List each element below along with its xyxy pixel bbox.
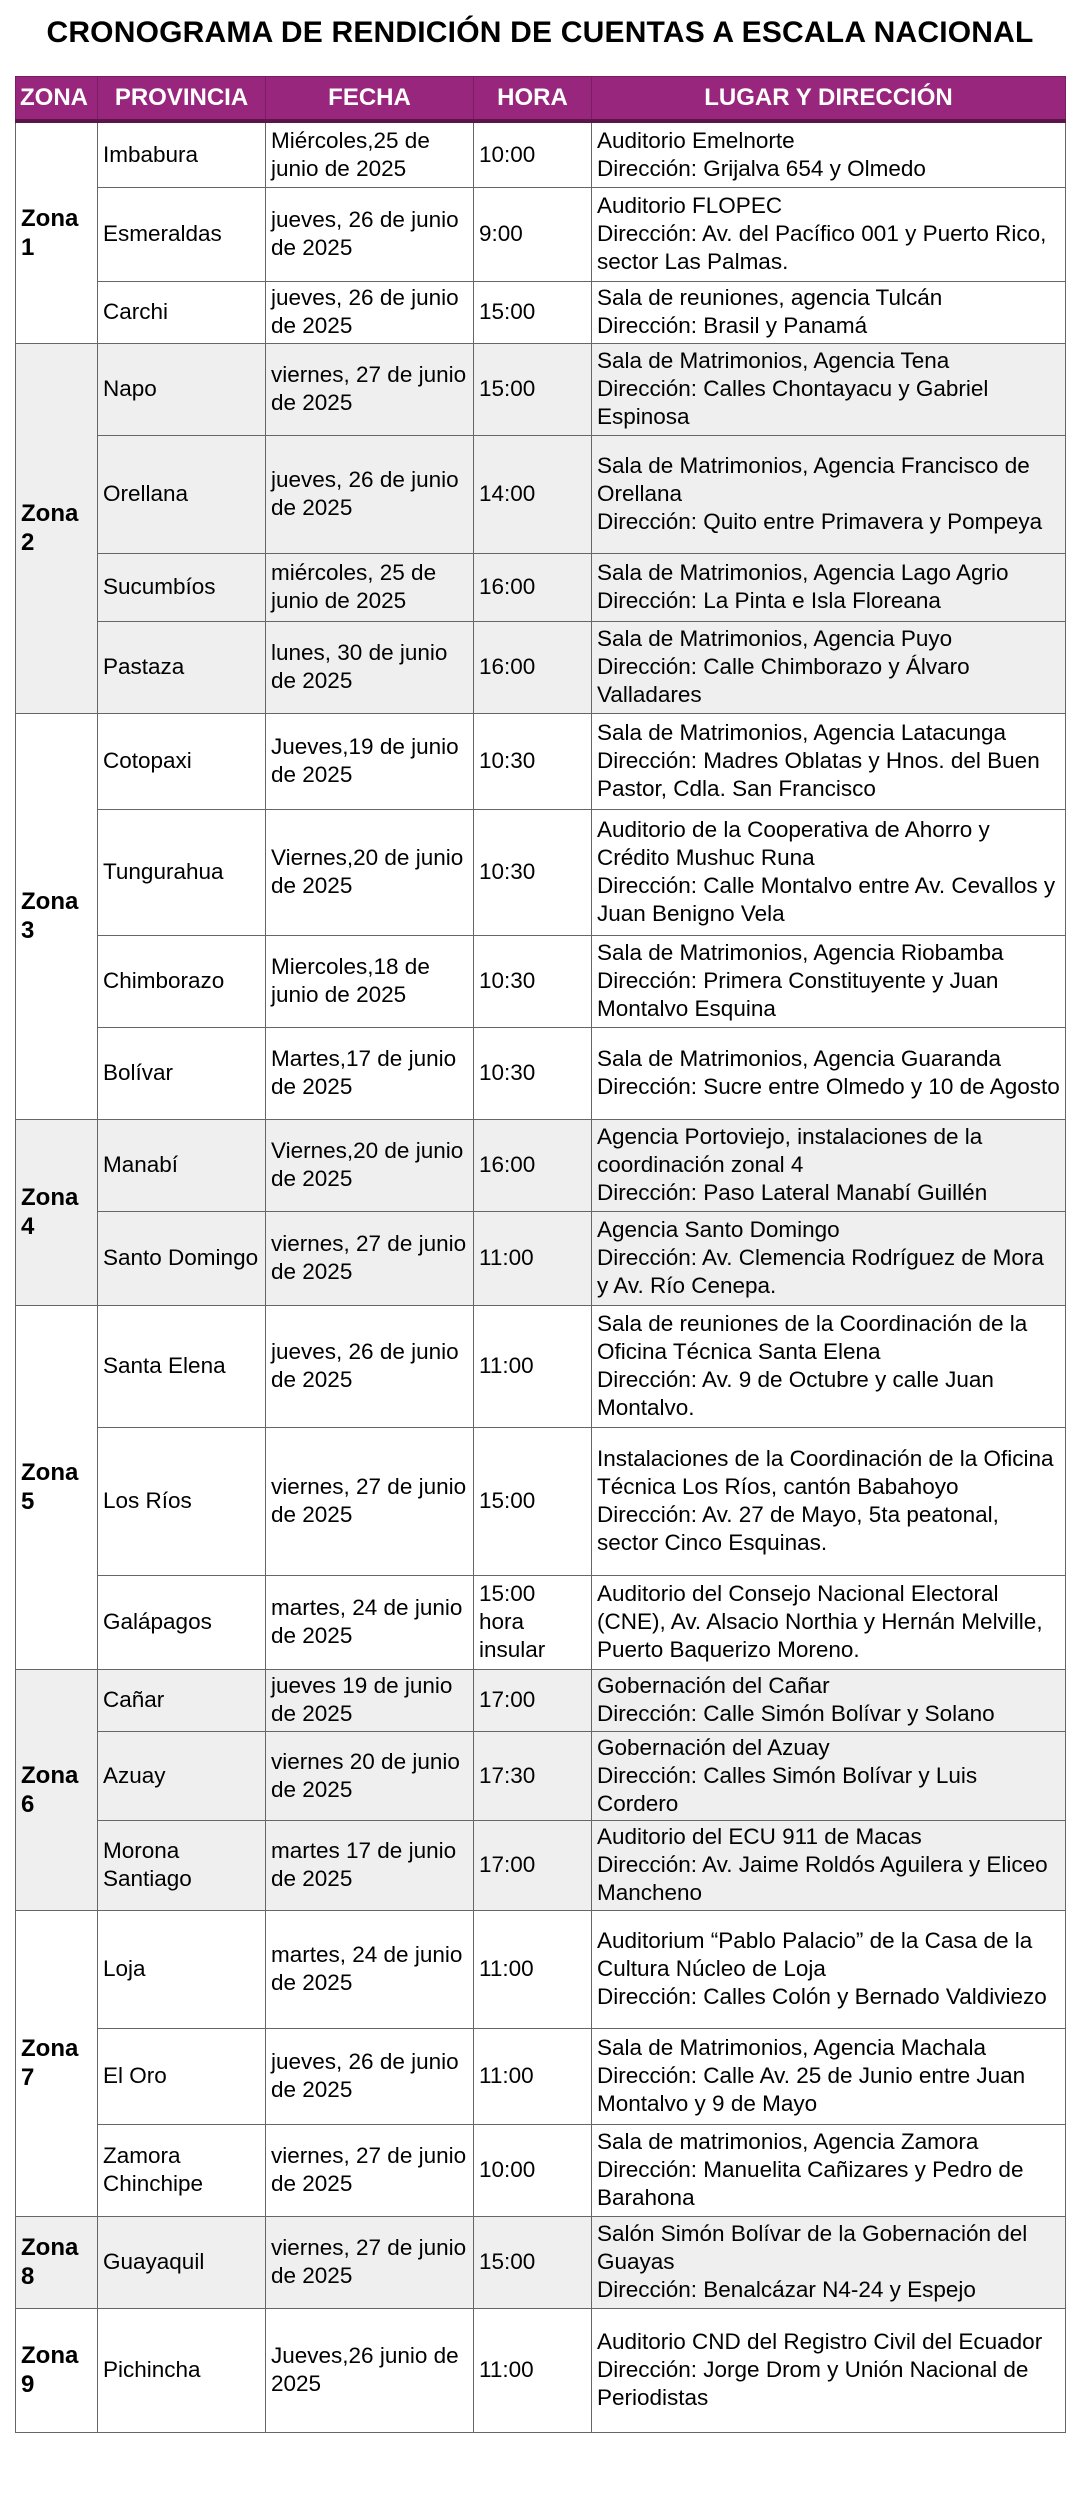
fecha-cell: jueves, 26 de junio de 2025 bbox=[266, 1305, 474, 1427]
hora-cell: 16:00 bbox=[474, 553, 592, 621]
lugar-text: Auditorio CND del Registro Civil del Ecuador bbox=[597, 2329, 1043, 2354]
table-row bbox=[16, 1731, 1066, 1820]
fecha-cell: martes 17 de junio de 2025 bbox=[266, 1820, 474, 1910]
lugar-cell bbox=[592, 1305, 1066, 1427]
fecha-cell: viernes, 27 de junio de 2025 bbox=[266, 2216, 474, 2308]
table-row bbox=[16, 1027, 1066, 1119]
provincia-cell: Santo Domingo bbox=[98, 1211, 266, 1305]
provincia-cell: Loja bbox=[98, 1910, 266, 2028]
table-row bbox=[16, 621, 1066, 713]
fecha-cell: Jueves,19 de junio de 2025 bbox=[266, 713, 474, 809]
direccion-text: Dirección: Av. del Pacífico 001 y Puerto Rico, sector Las Palmas. bbox=[597, 221, 1047, 274]
zone-cell: Zona 1 bbox=[16, 121, 98, 343]
direccion-text: Dirección: Paso Lateral Manabí Guillén bbox=[597, 1180, 988, 1205]
lugar-text: Gobernación del Azuay bbox=[597, 1734, 830, 1760]
provincia-cell: Imbabura bbox=[98, 121, 266, 187]
table-row bbox=[16, 713, 1066, 809]
lugar-text: Sala de matrimonios, Agencia Zamora bbox=[597, 2129, 979, 2154]
header-row bbox=[16, 77, 1066, 122]
zone-cell: Zona 5 bbox=[16, 1305, 98, 1669]
header-hora: HORA bbox=[474, 77, 592, 122]
lugar-cell bbox=[592, 621, 1066, 713]
hora-cell: 17:00 bbox=[474, 1820, 592, 1910]
lugar-text: Agencia Santo Domingo bbox=[597, 1217, 840, 1242]
direccion-text: Dirección: Brasil y Panamá bbox=[597, 313, 868, 338]
lugar-cell bbox=[592, 435, 1066, 553]
lugar-cell bbox=[592, 1211, 1066, 1305]
fecha-cell: jueves, 26 de junio de 2025 bbox=[266, 435, 474, 553]
header-zona: ZONA bbox=[16, 77, 98, 122]
hora-cell: 11:00 bbox=[474, 1910, 592, 2028]
table-row bbox=[16, 1820, 1066, 1910]
hora-cell: 14:00 bbox=[474, 435, 592, 553]
lugar-text: Sala de Matrimonios, Agencia Lago Agrio bbox=[597, 560, 1009, 585]
provincia-cell: Pastaza bbox=[98, 621, 266, 713]
direccion-text: Dirección: Manuelita Cañizares y Pedro de Barahona bbox=[597, 2157, 1024, 2210]
table-row bbox=[16, 553, 1066, 621]
provincia-cell: Morona Santiago bbox=[98, 1820, 266, 1910]
direccion-text: Dirección: Grijalva 654 y Olmedo bbox=[597, 155, 926, 181]
provincia-cell: Tungurahua bbox=[98, 809, 266, 935]
hora-cell: 10:00 bbox=[474, 121, 592, 187]
table-row bbox=[16, 1305, 1066, 1427]
direccion-text: Dirección: Jorge Drom y Unión Nacional de Periodistas bbox=[597, 2357, 1029, 2410]
fecha-cell: jueves, 26 de junio de 2025 bbox=[266, 2028, 474, 2124]
table-row bbox=[16, 2216, 1066, 2308]
hora-cell: 11:00 bbox=[474, 1305, 592, 1427]
lugar-text: Auditorio de la Cooperativa de Ahorro y Crédito Mushuc Runa bbox=[597, 817, 990, 870]
table-row bbox=[16, 187, 1066, 281]
hora-cell: 15:00 bbox=[474, 281, 592, 343]
provincia-cell: Zamora Chinchipe bbox=[98, 2124, 266, 2216]
fecha-cell: jueves, 26 de junio de 2025 bbox=[266, 281, 474, 343]
provincia-cell: Pichincha bbox=[98, 2308, 266, 2432]
provincia-cell: Azuay bbox=[98, 1731, 266, 1820]
provincia-cell: Orellana bbox=[98, 435, 266, 553]
lugar-cell bbox=[592, 2028, 1066, 2124]
hora-cell: 11:00 bbox=[474, 2308, 592, 2432]
fecha-cell: viernes 20 de junio de 2025 bbox=[266, 1731, 474, 1820]
lugar-text: Sala de Matrimonios, Agencia Riobamba bbox=[597, 940, 1004, 965]
provincia-cell: Los Ríos bbox=[98, 1427, 266, 1575]
fecha-cell: lunes, 30 de junio de 2025 bbox=[266, 621, 474, 713]
fecha-cell: martes, 24 de junio de 2025 bbox=[266, 1575, 474, 1669]
fecha-cell: Viernes,20 de junio de 2025 bbox=[266, 809, 474, 935]
direccion-text: Dirección: Benalcázar N4-24 y Espejo bbox=[597, 2277, 976, 2302]
direccion-text: Dirección: Calles Simón Bolívar y Luis Cordero bbox=[597, 1762, 978, 1816]
hora-cell: 15:00 bbox=[474, 1427, 592, 1575]
lugar-text: Sala de Matrimonios, Agencia Machala bbox=[597, 2035, 986, 2060]
provincia-cell: Sucumbíos bbox=[98, 553, 266, 621]
fecha-cell: Jueves,26 junio de 2025 bbox=[266, 2308, 474, 2432]
table-row bbox=[16, 809, 1066, 935]
hora-cell: 10:30 bbox=[474, 1027, 592, 1119]
table-row bbox=[16, 935, 1066, 1027]
table-row bbox=[16, 1211, 1066, 1305]
lugar-text: Auditorio del Consejo Nacional Electoral (CNE), Av. Alsacio Northia y Hernán Melville, Puerto Baquerizo Moreno. bbox=[597, 1581, 1043, 1662]
provincia-cell: Esmeraldas bbox=[98, 187, 266, 281]
table-row bbox=[16, 1427, 1066, 1575]
lugar-text: Auditorium “Pablo Palacio” de la Casa de la Cultura Núcleo de Loja bbox=[597, 1928, 1033, 1981]
lugar-text: Sala de Matrimonios, Agencia Guaranda bbox=[597, 1046, 1001, 1071]
lugar-cell bbox=[592, 1910, 1066, 2028]
hora-cell: 10:30 bbox=[474, 713, 592, 809]
provincia-cell: Santa Elena bbox=[98, 1305, 266, 1427]
hora-cell: 17:30 bbox=[474, 1731, 592, 1820]
lugar-cell bbox=[592, 1731, 1066, 1820]
schedule-table bbox=[15, 76, 1066, 2433]
lugar-cell bbox=[592, 121, 1066, 187]
zone-cell: Zona 8 bbox=[16, 2216, 98, 2308]
table-row bbox=[16, 2308, 1066, 2432]
hora-cell: 15:00 bbox=[474, 343, 592, 435]
provincia-cell: Guayaquil bbox=[98, 2216, 266, 2308]
lugar-text: Sala de Matrimonios, Agencia Latacunga bbox=[597, 720, 1007, 745]
direccion-text: Dirección: Calles Chontayacu y Gabriel Espinosa bbox=[597, 376, 989, 429]
table-row bbox=[16, 343, 1066, 435]
lugar-text: Sala de reuniones, agencia Tulcán bbox=[597, 285, 943, 310]
table-row bbox=[16, 281, 1066, 343]
hora-cell: 15:00 hora insular bbox=[474, 1575, 592, 1669]
provincia-cell: Cotopaxi bbox=[98, 713, 266, 809]
fecha-cell: Viernes,20 de junio de 2025 bbox=[266, 1119, 474, 1211]
zone-cell: Zona 7 bbox=[16, 1910, 98, 2216]
provincia-cell: Galápagos bbox=[98, 1575, 266, 1669]
lugar-text: Gobernación del Cañar bbox=[597, 1673, 830, 1698]
document-title: CRONOGRAMA DE RENDICIÓN DE CUENTAS A ESCALA NACIONAL bbox=[46, 16, 1034, 49]
lugar-text: Sala de Matrimonios, Agencia Tena bbox=[597, 348, 950, 373]
lugar-cell bbox=[592, 2216, 1066, 2308]
lugar-cell bbox=[592, 1669, 1066, 1731]
lugar-text: Auditorio Emelnorte bbox=[597, 127, 795, 153]
hora-cell: 9:00 bbox=[474, 187, 592, 281]
provincia-cell: Bolívar bbox=[98, 1027, 266, 1119]
hora-cell: 11:00 bbox=[474, 2028, 592, 2124]
direccion-text: Dirección: Calles Colón y Bernado Valdiviezo bbox=[597, 1984, 1047, 2009]
direccion-text: Dirección: Av. Jaime Roldós Aguilera y Eliceo Mancheno bbox=[597, 1852, 1048, 1905]
direccion-text: Dirección: Av. Clemencia Rodríguez de Mora y Av. Río Cenepa. bbox=[597, 1245, 1044, 1298]
direccion-text: Dirección: Calle Chimborazo y Álvaro Valladares bbox=[597, 654, 970, 707]
lugar-cell bbox=[592, 1820, 1066, 1910]
provincia-cell: Manabí bbox=[98, 1119, 266, 1211]
direccion-text: Dirección: Madres Oblatas y Hnos. del Buen Pastor, Cdla. San Francisco bbox=[597, 748, 1040, 801]
hora-cell: 17:00 bbox=[474, 1669, 592, 1731]
table-row bbox=[16, 2124, 1066, 2216]
hora-cell: 15:00 bbox=[474, 2216, 592, 2308]
lugar-text: Auditorio FLOPEC bbox=[597, 193, 783, 218]
zone-cell: Zona 6 bbox=[16, 1669, 98, 1910]
fecha-cell: miércoles, 25 de junio de 2025 bbox=[266, 553, 474, 621]
lugar-cell bbox=[592, 713, 1066, 809]
direccion-text: Dirección: Calle Simón Bolívar y Solano bbox=[597, 1701, 995, 1726]
lugar-text: Instalaciones de la Coordinación de la Oficina Técnica Los Ríos, cantón Babahoyo bbox=[597, 1446, 1054, 1499]
hora-cell: 16:00 bbox=[474, 621, 592, 713]
lugar-text: Sala de reuniones de la Coordinación de la Oficina Técnica Santa Elena bbox=[597, 1311, 1028, 1364]
provincia-cell: El Oro bbox=[98, 2028, 266, 2124]
hora-cell: 10:00 bbox=[474, 2124, 592, 2216]
direccion-text: Dirección: Primera Constituyente y Juan Montalvo Esquina bbox=[597, 968, 999, 1021]
hora-cell: 10:30 bbox=[474, 809, 592, 935]
fecha-cell: martes, 24 de junio de 2025 bbox=[266, 1910, 474, 2028]
table-row bbox=[16, 1910, 1066, 2028]
lugar-cell bbox=[592, 553, 1066, 621]
lugar-cell bbox=[592, 935, 1066, 1027]
fecha-cell: viernes, 27 de junio de 2025 bbox=[266, 1427, 474, 1575]
lugar-cell bbox=[592, 1119, 1066, 1211]
header-lugar: LUGAR Y DIRECCIÓN bbox=[592, 77, 1066, 122]
zone-cell: Zona 3 bbox=[16, 713, 98, 1119]
fecha-cell: Martes,17 de junio de 2025 bbox=[266, 1027, 474, 1119]
direccion-text: Dirección: Calle Av. 25 de Junio entre Juan Montalvo y 9 de Mayo bbox=[597, 2063, 1026, 2116]
table-row bbox=[16, 1119, 1066, 1211]
provincia-cell: Cañar bbox=[98, 1669, 266, 1731]
direccion-text: Dirección: Calle Montalvo entre Av. Cevallos y Juan Benigno Vela bbox=[597, 873, 1056, 926]
direccion-text: Dirección: Sucre entre Olmedo y 10 de Agosto bbox=[597, 1074, 1060, 1099]
table-row bbox=[16, 121, 1066, 187]
fecha-cell: jueves 19 de junio de 2025 bbox=[266, 1669, 474, 1731]
header-fecha: FECHA bbox=[266, 77, 474, 122]
fecha-cell: viernes, 27 de junio de 2025 bbox=[266, 1211, 474, 1305]
lugar-cell bbox=[592, 281, 1066, 343]
zone-cell: Zona 9 bbox=[16, 2308, 98, 2432]
lugar-cell bbox=[592, 343, 1066, 435]
lugar-cell bbox=[592, 2308, 1066, 2432]
direccion-text: Dirección: Av. 9 de Octubre y calle Juan Montalvo. bbox=[597, 1367, 994, 1420]
direccion-text: Dirección: La Pinta e Isla Floreana bbox=[597, 588, 941, 613]
lugar-text: Salón Simón Bolívar de la Gobernación del Guayas bbox=[597, 2221, 1028, 2274]
table-row bbox=[16, 435, 1066, 553]
direccion-text: Dirección: Av. 27 de Mayo, 5ta peatonal, sector Cinco Esquinas. bbox=[597, 1502, 999, 1555]
fecha-cell: viernes, 27 de junio de 2025 bbox=[266, 343, 474, 435]
lugar-text: Sala de Matrimonios, Agencia Francisco de Orellana bbox=[597, 453, 1030, 506]
lugar-cell bbox=[592, 1575, 1066, 1669]
table-row bbox=[16, 1669, 1066, 1731]
lugar-cell bbox=[592, 2124, 1066, 2216]
lugar-text: Auditorio del ECU 911 de Macas bbox=[597, 1824, 922, 1849]
fecha-cell: Miercoles,18 de junio de 2025 bbox=[266, 935, 474, 1027]
hora-cell: 10:30 bbox=[474, 935, 592, 1027]
lugar-cell bbox=[592, 1427, 1066, 1575]
provincia-cell: Chimborazo bbox=[98, 935, 266, 1027]
zone-cell: Zona 4 bbox=[16, 1119, 98, 1305]
table-row bbox=[16, 2028, 1066, 2124]
lugar-text: Sala de Matrimonios, Agencia Puyo bbox=[597, 626, 953, 651]
fecha-cell: jueves, 26 de junio de 2025 bbox=[266, 187, 474, 281]
lugar-cell bbox=[592, 187, 1066, 281]
zone-cell: Zona 2 bbox=[16, 343, 98, 713]
header-provincia: PROVINCIA bbox=[98, 77, 266, 122]
hora-cell: 16:00 bbox=[474, 1119, 592, 1211]
fecha-cell: viernes, 27 de junio de 2025 bbox=[266, 2124, 474, 2216]
schedule-body bbox=[16, 121, 1066, 2432]
table-row bbox=[16, 1575, 1066, 1669]
lugar-cell bbox=[592, 1027, 1066, 1119]
provincia-cell: Carchi bbox=[98, 281, 266, 343]
hora-cell: 11:00 bbox=[474, 1211, 592, 1305]
fecha-cell: Miércoles,25 de junio de 2025 bbox=[266, 121, 474, 187]
lugar-text: Agencia Portoviejo, instalaciones de la coordinación zonal 4 bbox=[597, 1124, 983, 1177]
provincia-cell: Napo bbox=[98, 343, 266, 435]
lugar-cell bbox=[592, 809, 1066, 935]
direccion-text: Dirección: Quito entre Primavera y Pompeya bbox=[597, 509, 1043, 534]
